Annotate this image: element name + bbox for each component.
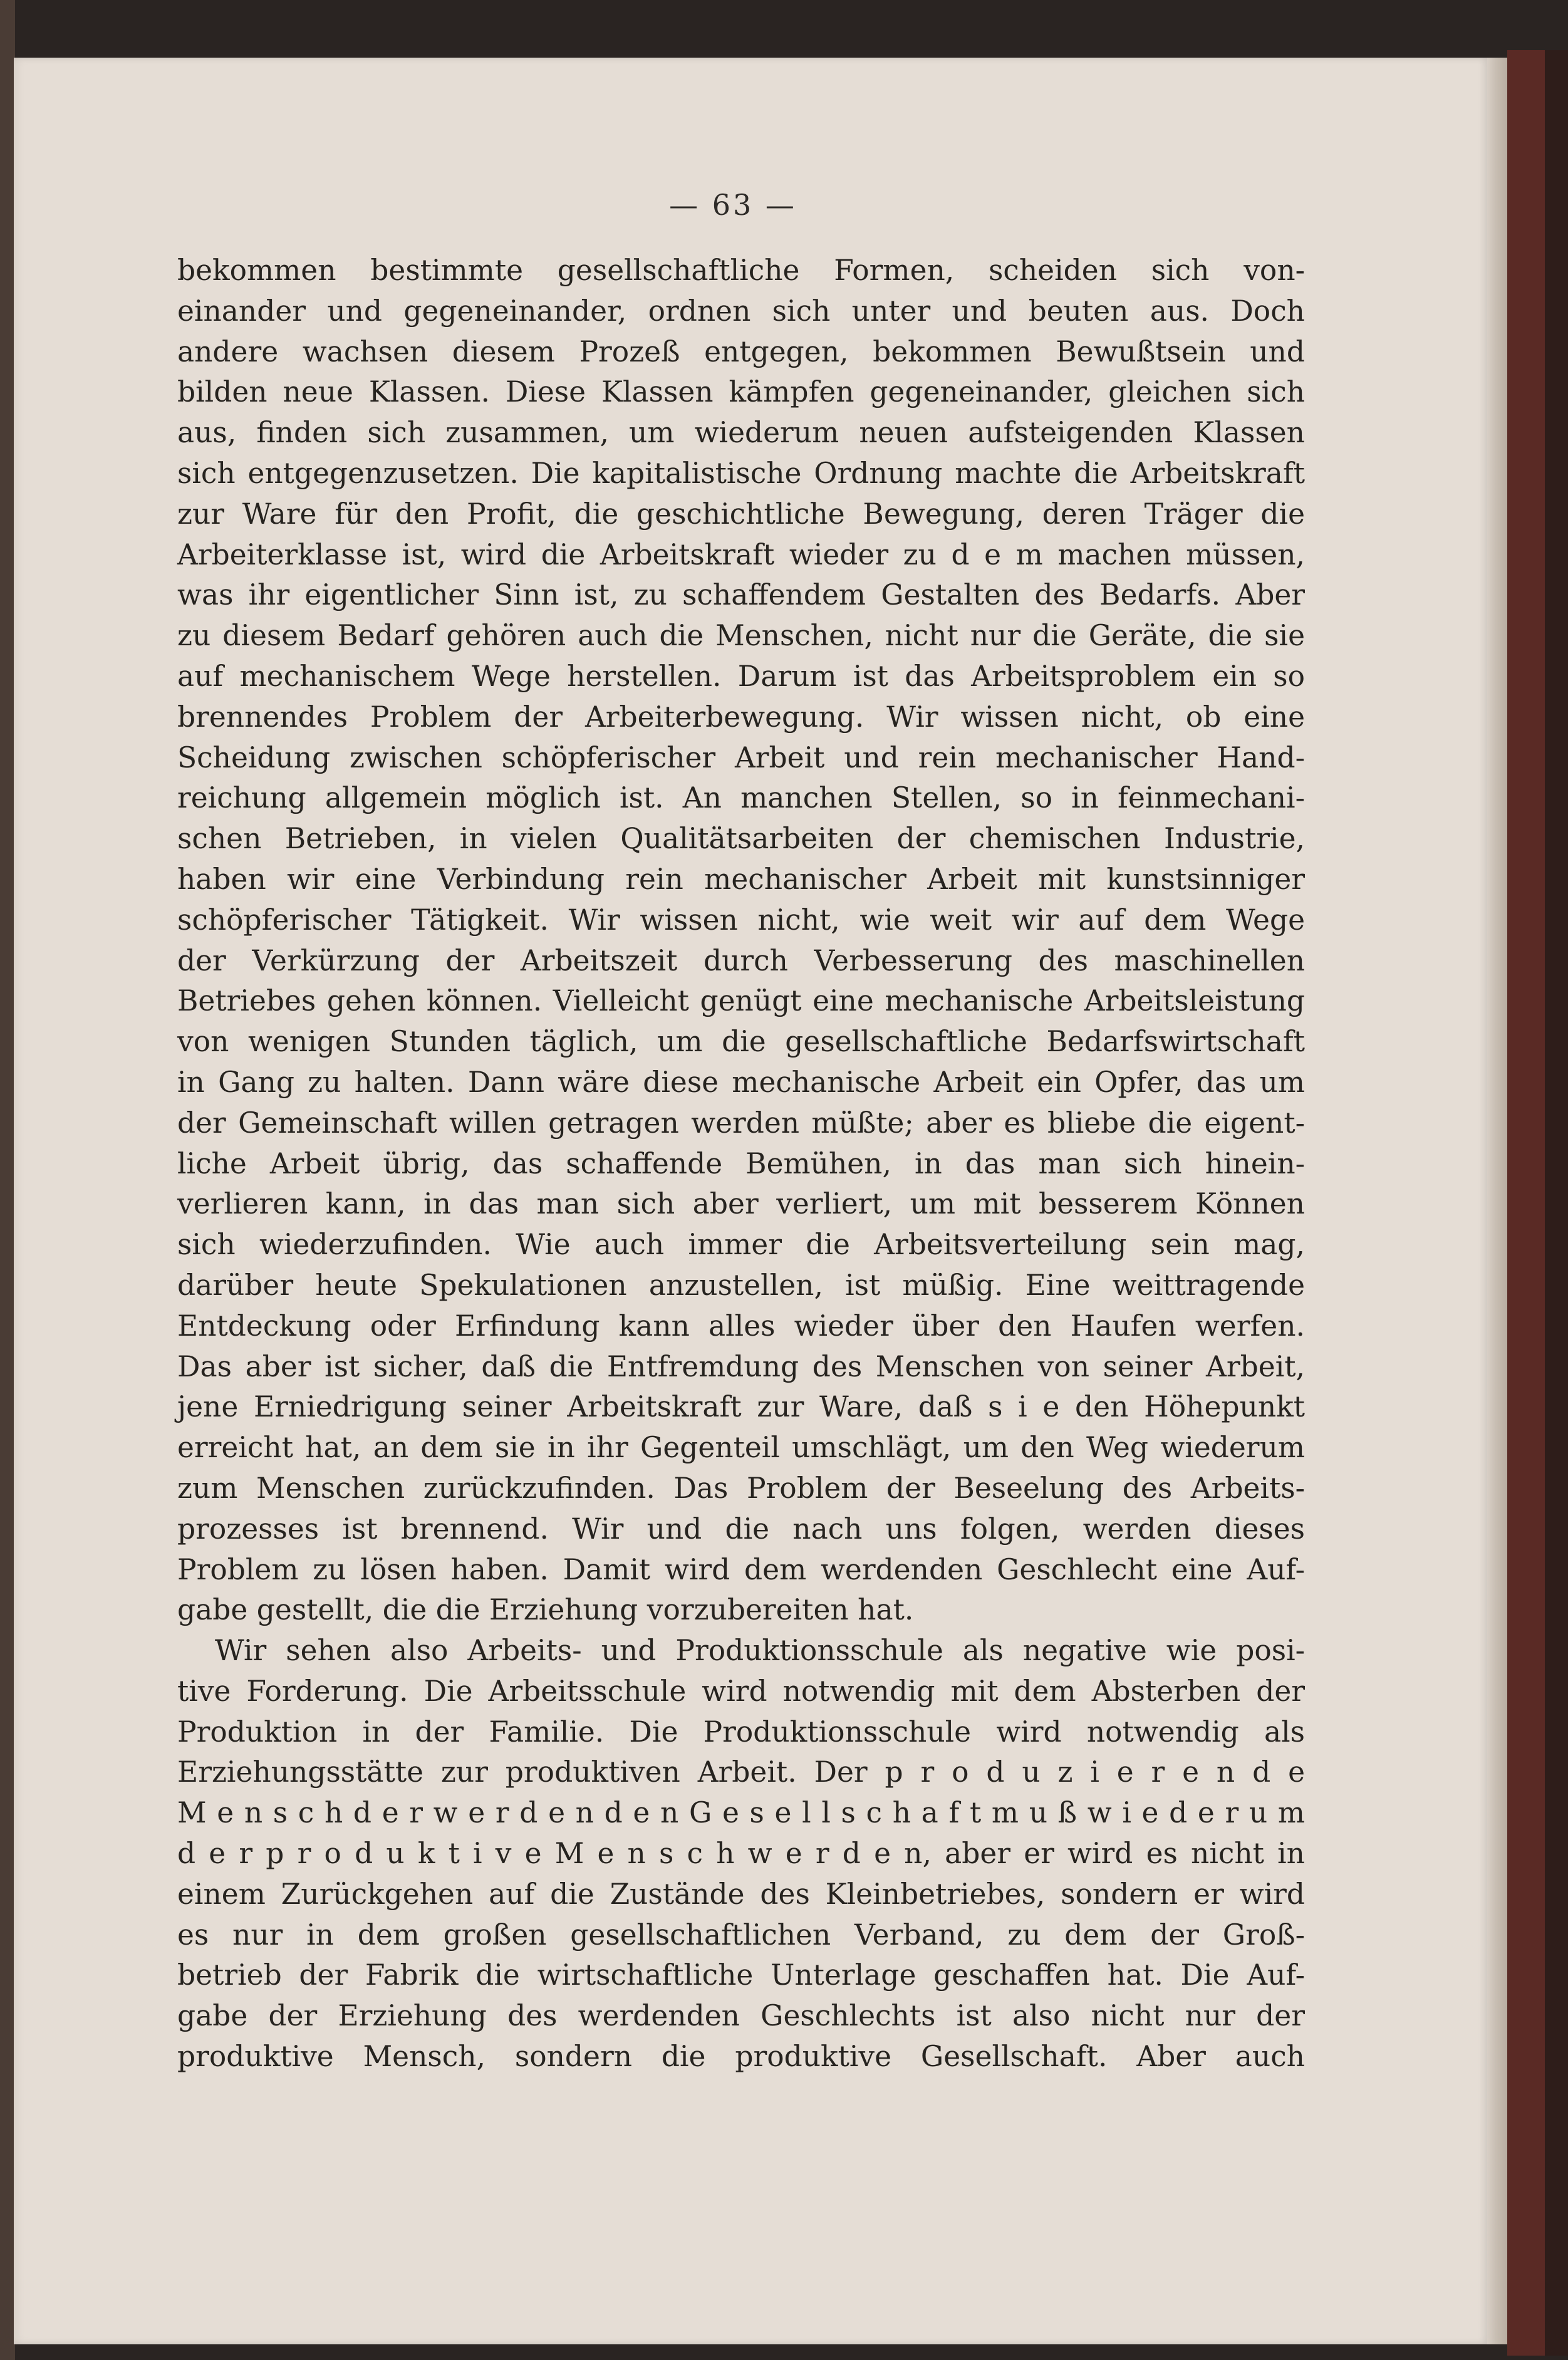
- text-line: bekommen bestimmte gesellschaftliche Formen, scheiden sich von-: [177, 254, 1305, 287]
- text-line: Arbeiterklasse ist, wird die Arbeitskraft wieder zu d e m machen müssen,: [177, 538, 1305, 571]
- text-line: sich wiederzufinden. Wie auch immer die Arbeitsverteilung sein mag,: [177, 1228, 1305, 1262]
- text-line: von wenigen Stunden täglich, um die gesellschaftliche Bedarfswirtschaft: [177, 1025, 1305, 1059]
- text-line: Entdeckung oder Erfindung kann alles wieder über den Haufen werfen.: [177, 1309, 1305, 1343]
- text-line: Problem zu lösen haben. Damit wird dem werdenden Geschlecht eine Auf-: [177, 1552, 1305, 1586]
- text-line: der Verkürzung der Arbeitszeit durch Verbesserung des maschinellen: [177, 943, 1305, 977]
- text-line: einem Zurückgehen auf die Zustände des Kleinbetriebes, sondern er wird: [177, 1877, 1305, 1911]
- text-line: es nur in dem großen gesellschaftlichen Verband, zu dem der Groß-: [177, 1918, 1305, 1952]
- body-text: [177, 251, 1305, 2077]
- text-line: einander und gegeneinander, ordnen sich unter und beuten aus. Doch: [177, 294, 1305, 328]
- text-line: Wir sehen also Arbeits- und Produktionsschule als negative wie posi-: [215, 1634, 1305, 1668]
- text-line: M e n s c h d e r w e r d e n d e n G e s e l l s c h a f t m u ß w i e d e r u m: [177, 1796, 1305, 1830]
- text-line: schöpferischer Tätigkeit. Wir wissen nicht, wie weit wir auf dem Wege: [177, 903, 1305, 937]
- text-line: bilden neue Klassen. Diese Klassen kämpfen gegeneinander, gleichen sich: [177, 375, 1305, 409]
- text-line: zu diesem Bedarf gehören auch die Menschen, nicht nur die Geräte, die sie: [177, 619, 1305, 653]
- text-line: brennendes Problem der Arbeiterbewegung. Wir wissen nicht, ob eine: [177, 700, 1305, 734]
- text-line: gabe gestellt, die die Erziehung vorzubereiten hat.: [177, 1593, 914, 1627]
- text-line: gabe der Erziehung des werdenden Geschlechts ist also nicht nur der: [177, 1999, 1305, 2033]
- text-line: Scheidung zwischen schöpferischer Arbeit und rein mechanischer Hand-: [177, 741, 1305, 774]
- text-line: auf mechanischem Wege herstellen. Darum ist das Arbeitsproblem ein so: [177, 659, 1305, 693]
- text-line: Erziehungsstätte zur produktiven Arbeit. Der p r o d u z i e r e n d e: [177, 1755, 1305, 1789]
- book-cover-outer-edge: [1545, 50, 1568, 2356]
- text-line: aus, finden sich zusammen, um wiederum neuen aufsteigenden Klassen: [177, 416, 1305, 450]
- text-line: verlieren kann, in das man sich aber verliert, um mit besserem Können: [177, 1187, 1305, 1221]
- text-line: reichung allgemein möglich ist. An manchen Stellen, so in feinmechani-: [177, 781, 1305, 815]
- text-line: darüber heute Spekulationen anzustellen, ist müßig. Eine weittragende: [177, 1268, 1305, 1302]
- text-line: der Gemeinschaft willen getragen werden müßte; aber es bliebe die eigent-: [177, 1106, 1305, 1140]
- text-line: erreicht hat, an dem sie in ihr Gegenteil umschlägt, um den Weg wiederum: [177, 1431, 1305, 1465]
- text-line: betrieb der Fabrik die wirtschaftliche Unterlage geschaffen hat. Die Auf-: [177, 1958, 1305, 1992]
- text-line: zum Menschen zurückzufinden. Das Problem der Beseelung des Arbeits-: [177, 1471, 1305, 1505]
- text-line: tive Forderung. Die Arbeitsschule wird notwendig mit dem Absterben der: [177, 1674, 1305, 1708]
- text-line: jene Erniedrigung seiner Arbeitskraft zur Ware, daß s i e den Höhepunkt: [177, 1390, 1305, 1424]
- text-line: d e r p r o d u k t i v e M e n s c h w e r d e n, aber er wird es nicht in: [177, 1837, 1305, 1871]
- text-line: in Gang zu halten. Dann wäre diese mechanische Arbeit ein Opfer, das um: [177, 1065, 1305, 1099]
- text-line: produktive Mensch, sondern die produktive Gesellschaft. Aber auch: [177, 2040, 1305, 2074]
- text-line: schen Betrieben, in vielen Qualitätsarbeiten der chemischen Industrie,: [177, 822, 1305, 856]
- text-line: Produktion in der Familie. Die Produktionsschule wird notwendig als: [177, 1715, 1305, 1749]
- text-line: was ihr eigentlicher Sinn ist, zu schaffendem Gestalten des Bedarfs. Aber: [177, 578, 1305, 612]
- text-line: liche Arbeit übrig, das schaffende Bemühen, in das man sich hinein-: [177, 1146, 1305, 1180]
- book-left-edge: [0, 0, 15, 2360]
- page-number: — 63 —: [669, 188, 797, 222]
- text-line: zur Ware für den Profit, die geschichtliche Bewegung, deren Träger die: [177, 497, 1305, 531]
- page-gutter-shadow: [1487, 58, 1507, 2344]
- text-line: Das aber ist sicher, daß die Entfremdung des Menschen von seiner Arbeit,: [177, 1349, 1305, 1383]
- text-line: andere wachsen diesem Prozeß entgegen, bekommen Bewußtsein und: [177, 335, 1305, 368]
- text-line: haben wir eine Verbindung rein mechanischer Arbeit mit kunstsinniger: [177, 862, 1305, 896]
- book-cover-edge: [1507, 50, 1545, 2356]
- text-line: prozesses ist brennend. Wir und die nach uns folgen, werden dieses: [177, 1512, 1305, 1546]
- text-line: sich entgegenzusetzen. Die kapitalistische Ordnung machte die Arbeitskraft: [177, 456, 1305, 490]
- text-line: Betriebes gehen können. Vielleicht genügt eine mechanische Arbeitsleistung: [177, 984, 1305, 1018]
